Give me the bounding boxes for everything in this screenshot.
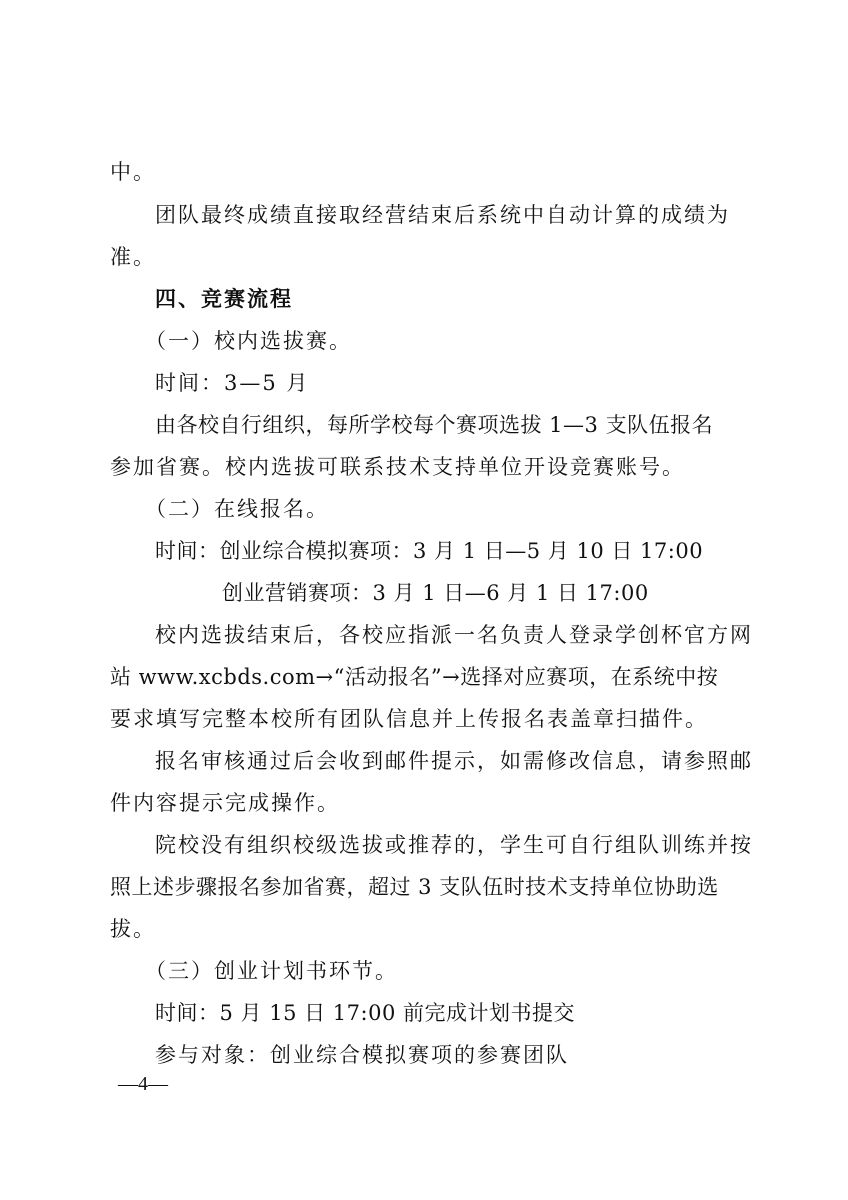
body-line: 报名审核通过后会收到邮件提示，如需修改信息，请参照邮 [155,749,753,773]
page-number: —4— [118,1073,168,1095]
body-line: 时间：5 月 15 日 17:00 前完成计划书提交 [155,1001,575,1025]
body-line: 拔。 [110,917,156,941]
body-line: 要求填写完整本校所有团队信息并上传报名表盖章扫描件。 [110,707,708,731]
body-line: 团队最终成绩直接取经营结束后系统中自动计算的成绩为 [155,203,730,227]
body-line: 件内容提示完成操作。 [110,791,340,815]
subsection-heading: （二）在线报名。 [145,497,329,521]
body-line: 由各校自行组织，每所学校每个赛项选拔 1—3 支队伍报名 [155,413,714,437]
body-line: 中。 [110,160,156,184]
body-line: 准。 [110,245,156,269]
body-line: 校内选拔结束后，各校应指派一名负责人登录学创杯官方网 [155,623,753,647]
section-heading: 四、竞赛流程 [155,287,293,311]
body-line: 照上述步骤报名参加省赛，超过 3 支队伍时技术支持单位协助选 [110,875,719,899]
body-line: 时间：创业综合模拟赛项：3 月 1 日—5 月 10 日 17:00 [155,539,704,563]
body-line: 院校没有组织校级选拔或推荐的，学生可自行组队训练并按 [155,833,753,857]
body-line: 站 www.xcbds.com→“活动报名”→选择对应赛项，在系统中按 [110,665,719,689]
body-line: 参加省赛。校内选拔可联系技术支持单位开设竞赛账号。 [110,455,685,479]
body-line: 时间：3—5 月 [155,371,310,395]
subsection-heading: （三）创业计划书环节。 [145,959,398,983]
body-line: 创业营销赛项：3 月 1 日—6 月 1 日 17:00 [222,581,649,605]
body-line: 参与对象：创业综合模拟赛项的参赛团队 [155,1043,569,1067]
subsection-heading: （一）校内选拔赛。 [145,329,352,353]
